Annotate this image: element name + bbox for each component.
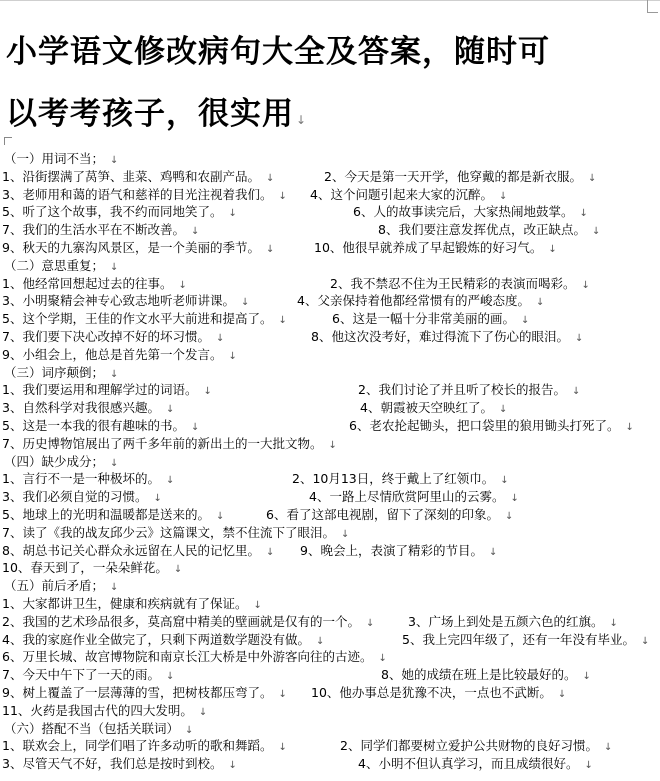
paragraph-mark-icon: ↓ bbox=[504, 510, 514, 522]
sentence-text: 11、火药是我国古代的四大发明。 ↓ bbox=[2, 702, 207, 722]
sentence-text: 3、老师用和蔼的语气和慈祥的目光注视着我们。 ↓ bbox=[2, 186, 287, 206]
sentence-text: 6、人的故事读完后，大家热闹地鼓掌。 ↓ bbox=[353, 203, 588, 223]
sentence-text: 3、尽管天气不好，我们总是按时到校。 ↓ bbox=[2, 755, 237, 775]
page-title-line-1 bbox=[6, 26, 550, 71]
document-body bbox=[0, 150, 660, 773]
sentence-text: 9、树上覆盖了一层薄薄的雪，把树枝都压弯了。 ↓ bbox=[2, 684, 287, 704]
paragraph-mark-icon: ↓ bbox=[110, 368, 119, 380]
document-line bbox=[0, 631, 660, 649]
sentence-text: 1、联欢会上，同学们唱了许多动听的歌和舞蹈。 ↓ bbox=[2, 737, 287, 757]
text-area-corner-mark bbox=[4, 137, 12, 145]
sentence-text: 2、10月13日，终于戴上了红领巾。 ↓ bbox=[292, 470, 509, 490]
paragraph-mark-icon: ↓ bbox=[582, 671, 591, 683]
document-line bbox=[0, 524, 660, 542]
paragraph-mark-icon: ↓ bbox=[203, 386, 212, 398]
sentence-text: （六）搭配不当（包括关联词） ↓ bbox=[4, 720, 193, 740]
document-line bbox=[0, 203, 660, 221]
document-line bbox=[0, 470, 660, 488]
paragraph-mark-icon: ↓ bbox=[520, 315, 530, 327]
document-line bbox=[0, 399, 660, 417]
document-line bbox=[0, 648, 660, 666]
sentence-text: 7、读了《我的战友邱少云》这篇课文，禁不住流下了眼泪。 ↓ bbox=[2, 524, 349, 544]
sentence-text: 7、历史博物馆展出了两千多年前的新出土的一大批文物。 ↓ bbox=[2, 435, 337, 455]
document-line bbox=[0, 310, 660, 328]
document-line bbox=[0, 488, 660, 506]
paragraph-mark-icon: ↓ bbox=[328, 439, 337, 451]
paragraph-mark-icon: ↓ bbox=[581, 279, 590, 291]
document-line bbox=[0, 613, 660, 631]
sentence-text: 8、她的成绩在班上是比较最好的。 ↓ bbox=[381, 666, 591, 686]
paragraph-mark-icon: ↓ bbox=[178, 279, 187, 291]
sentence-text: 1、大家都讲卫生，健康和疾病就有了保证。 ↓ bbox=[2, 595, 262, 615]
sentence-text: 1、他经常回想起过去的往事。 ↓ bbox=[2, 275, 187, 295]
paragraph-mark-icon: ↓ bbox=[498, 190, 508, 202]
document-line bbox=[0, 453, 660, 471]
paragraph-mark-icon: ↓ bbox=[315, 635, 325, 647]
sentence-text: 1、言行不一是一种极坏的。 ↓ bbox=[2, 470, 174, 490]
paragraph-mark-icon: ↓ bbox=[153, 493, 162, 505]
paragraph-mark-icon: ↓ bbox=[165, 475, 175, 487]
document-line bbox=[0, 702, 660, 720]
document-line bbox=[0, 292, 660, 310]
paragraph-mark-icon: ↓ bbox=[557, 688, 567, 700]
document-line bbox=[0, 595, 660, 613]
sentence-text: 4、朝霞被天空映红了。 ↓ bbox=[360, 399, 507, 419]
sentence-text: 10、春天到了，一朵朵鲜花。 ↓ bbox=[2, 559, 182, 579]
sentence-text: 2、我们讨论了并且听了校长的报告。 ↓ bbox=[358, 381, 580, 401]
sentence-text: 2、我不禁忍不住为王民精彩的表演而喝彩。 ↓ bbox=[330, 275, 590, 295]
paragraph-mark-icon: ↓ bbox=[165, 671, 175, 683]
paragraph-mark-icon: ↓ bbox=[265, 546, 275, 558]
paragraph-mark-icon: ↓ bbox=[579, 208, 588, 220]
document-line bbox=[0, 542, 660, 560]
sentence-text: 1、我们要运用和理解学过的词语。 ↓ bbox=[2, 381, 212, 401]
document-line bbox=[0, 417, 660, 435]
document-line bbox=[0, 577, 660, 595]
paragraph-mark-icon: ↓ bbox=[110, 457, 119, 469]
document-line bbox=[0, 168, 660, 186]
sentence-text: 5、这是一本我的很有趣味的书。 ↓ bbox=[2, 417, 199, 437]
paragraph-mark-icon: ↓ bbox=[640, 635, 650, 647]
paragraph-mark-icon: ↓ bbox=[625, 421, 634, 433]
sentence-text: （一）用词不当； ↓ bbox=[4, 150, 118, 170]
sentence-text: 9、小组会上，他总是首先第一个发言。 ↓ bbox=[2, 346, 237, 366]
title-line-2-text: 以考考孩子，很实用 bbox=[6, 96, 294, 132]
paragraph-mark-icon: ↓ bbox=[498, 404, 508, 416]
sentence-text: 3、小明聚精会神专心致志地听老师讲课。 ↓ bbox=[2, 292, 249, 312]
sentence-text: （三）词序颠倒； ↓ bbox=[4, 364, 118, 384]
paragraph-mark-icon: ↓ bbox=[228, 350, 237, 362]
document-line bbox=[0, 737, 660, 755]
sentence-text: 4、父亲保持着他都经常惯有的严峻态度。 ↓ bbox=[297, 292, 544, 312]
paragraph-mark-icon: ↓ bbox=[365, 617, 375, 629]
sentence-text: 9、晚会上，表演了精彩的节目。 ↓ bbox=[300, 542, 497, 562]
paragraph-mark-icon: ↓ bbox=[591, 226, 601, 238]
sentence-text: 6、万里长城、故宫博物院和南京长江大桥是中外游客向往的古迹。 ↓ bbox=[2, 648, 387, 668]
paragraph-mark-icon: ↓ bbox=[587, 172, 597, 184]
paragraph-mark-icon: ↓ bbox=[265, 243, 275, 255]
paragraph-mark-icon: ↓ bbox=[584, 760, 593, 772]
paragraph-mark-icon: ↓ bbox=[253, 599, 262, 611]
sentence-text: 5、我上完四年级了，还有一年没有毕业。 ↓ bbox=[402, 631, 649, 651]
document-line bbox=[0, 186, 660, 204]
paragraph-mark-icon: ↓ bbox=[548, 243, 557, 255]
paragraph-mark-icon: ↓ bbox=[190, 226, 200, 238]
paragraph-mark-icon: ↓ bbox=[110, 582, 119, 594]
document-line bbox=[0, 684, 660, 702]
sentence-text: 4、这个问题引起来大家的沉醉。 ↓ bbox=[310, 186, 507, 206]
paragraph-mark-icon: ↓ bbox=[240, 297, 250, 309]
paragraph-mark-icon: ↓ bbox=[198, 706, 208, 718]
paragraph-mark-icon: ↓ bbox=[278, 190, 287, 202]
sentence-text: 4、我的家庭作业全做完了，只剩下两道数学题没有做。 ↓ bbox=[2, 631, 324, 651]
page-top-border bbox=[0, 0, 660, 1]
paragraph-mark-icon: ↓ bbox=[228, 208, 237, 220]
paragraph-mark-icon: ↓ bbox=[278, 742, 287, 754]
sentence-text: 2、同学们都要树立爱护公共财物的良好习惯。 ↓ bbox=[340, 737, 612, 757]
sentence-text: 1、沿街摆满了莴笋、韭菜、鸡鸭和农副产品。 ↓ bbox=[2, 168, 274, 188]
document-line bbox=[0, 559, 660, 577]
sentence-text: 4、小明不但认真学习，而且成绩很好。 ↓ bbox=[358, 755, 593, 775]
paragraph-mark-icon: ↓ bbox=[500, 475, 509, 487]
document-line bbox=[0, 506, 660, 524]
document-line bbox=[0, 755, 660, 773]
sentence-text: 10、他办事总是犹豫不决，一点也不武断。 ↓ bbox=[311, 684, 566, 704]
sentence-text: 6、看了这部电视剧，留下了深刻的印象。 ↓ bbox=[266, 506, 513, 526]
paragraph-mark-icon: ↓ bbox=[535, 297, 545, 309]
sentence-text: 4、一路上尽情欣赏阿里山的云雾。 ↓ bbox=[309, 488, 519, 508]
sentence-text: 7、我们要下决心改掉不好的坏习惯。 ↓ bbox=[2, 328, 224, 348]
paragraph-mark-icon: ↓ bbox=[215, 510, 225, 522]
paragraph-mark-icon: ↓ bbox=[110, 155, 119, 166]
paragraph-mark-icon: ↓ bbox=[165, 404, 175, 416]
paragraph-mark-icon: ↓ bbox=[488, 546, 498, 558]
paragraph-mark-icon: ↓ bbox=[215, 332, 225, 344]
sentence-text: 8、胡总书记关心群众永远留在人民的记忆里。 ↓ bbox=[2, 542, 274, 562]
title-line-1-text: 小学语文修改病句大全及答案，随时可 bbox=[6, 34, 550, 70]
document-line bbox=[0, 364, 660, 382]
paragraph-mark-icon: ↓ bbox=[571, 386, 581, 398]
sentence-text: 5、这个学期，王佳的作文水平大前进和提高了。 ↓ bbox=[2, 310, 287, 330]
document-line bbox=[0, 720, 660, 738]
document-line bbox=[0, 275, 660, 293]
sentence-text: 3、自然科学对我很感兴趣。 ↓ bbox=[2, 399, 174, 419]
page-corner-mark bbox=[647, 0, 658, 13]
sentence-text: 8、他这次没考好，难过得流下了伤心的眼泪。 ↓ bbox=[311, 328, 583, 348]
paragraph-mark-icon: ↓ bbox=[340, 528, 350, 540]
document-line bbox=[0, 435, 660, 453]
sentence-text: 5、听了这个故事，我不约而同地笑了。 ↓ bbox=[2, 203, 237, 223]
paragraph-mark-icon: ↓ bbox=[296, 113, 308, 127]
document-line bbox=[0, 221, 660, 239]
paragraph-mark-icon: ↓ bbox=[603, 742, 613, 754]
paragraph-mark-icon: ↓ bbox=[173, 564, 183, 576]
paragraph-mark-icon: ↓ bbox=[510, 493, 519, 505]
paragraph-mark-icon: ↓ bbox=[378, 653, 387, 665]
paragraph-mark-icon: ↓ bbox=[110, 261, 119, 273]
paragraph-mark-icon: ↓ bbox=[278, 688, 287, 700]
sentence-text: 3、广场上到处是五颜六色的红旗。 ↓ bbox=[408, 613, 618, 633]
sentence-text: 2、今天是第一天开学，他穿戴的都是新衣服。 ↓ bbox=[324, 168, 596, 188]
sentence-text: 6、这是一幅十分非常美丽的画。 ↓ bbox=[332, 310, 529, 330]
paragraph-mark-icon: ↓ bbox=[265, 172, 275, 184]
document-line bbox=[0, 666, 660, 684]
paragraph-mark-icon: ↓ bbox=[574, 332, 584, 344]
document-line bbox=[0, 150, 660, 168]
paragraph-mark-icon: ↓ bbox=[228, 760, 237, 772]
document-line bbox=[0, 381, 660, 399]
sentence-text: （五）前后矛盾； ↓ bbox=[4, 577, 118, 597]
document-line bbox=[0, 346, 660, 364]
document-line bbox=[0, 328, 660, 346]
sentence-text: 9、秋天的九寨沟风景区，是一个美丽的季节。 ↓ bbox=[2, 239, 274, 259]
sentence-text: （四）缺少成分； ↓ bbox=[4, 453, 118, 473]
sentence-text: （二）意思重复； ↓ bbox=[4, 257, 118, 277]
sentence-text: 6、老农抡起锄头，把口袋里的狼用锄头打死了。 ↓ bbox=[349, 417, 634, 437]
paragraph-mark-icon: ↓ bbox=[185, 724, 194, 736]
sentence-text: 7、我们的生活水平在不断改善。 ↓ bbox=[2, 221, 199, 241]
paragraph-mark-icon: ↓ bbox=[190, 421, 200, 433]
sentence-text: 5、地球上的光明和温暖都是送来的。 ↓ bbox=[2, 506, 224, 526]
paragraph-mark-icon: ↓ bbox=[609, 617, 618, 629]
sentence-text: 8、我们要注意发挥优点，改正缺点。 ↓ bbox=[378, 221, 600, 241]
sentence-text: 7、今天中午下了一天的雨。 ↓ bbox=[2, 666, 174, 686]
sentence-text: 2、我国的艺术珍品很多，莫高窟中精美的壁画就是仅有的一个。 ↓ bbox=[2, 613, 374, 633]
document-line bbox=[0, 257, 660, 275]
page-title-line-2 bbox=[6, 88, 307, 133]
paragraph-mark-icon: ↓ bbox=[278, 315, 287, 327]
document-line bbox=[0, 239, 660, 257]
sentence-text: 3、我们必须自觉的习惯。 ↓ bbox=[2, 488, 162, 508]
sentence-text: 10、他很早就养成了早起锻炼的好习气。 ↓ bbox=[314, 239, 557, 259]
